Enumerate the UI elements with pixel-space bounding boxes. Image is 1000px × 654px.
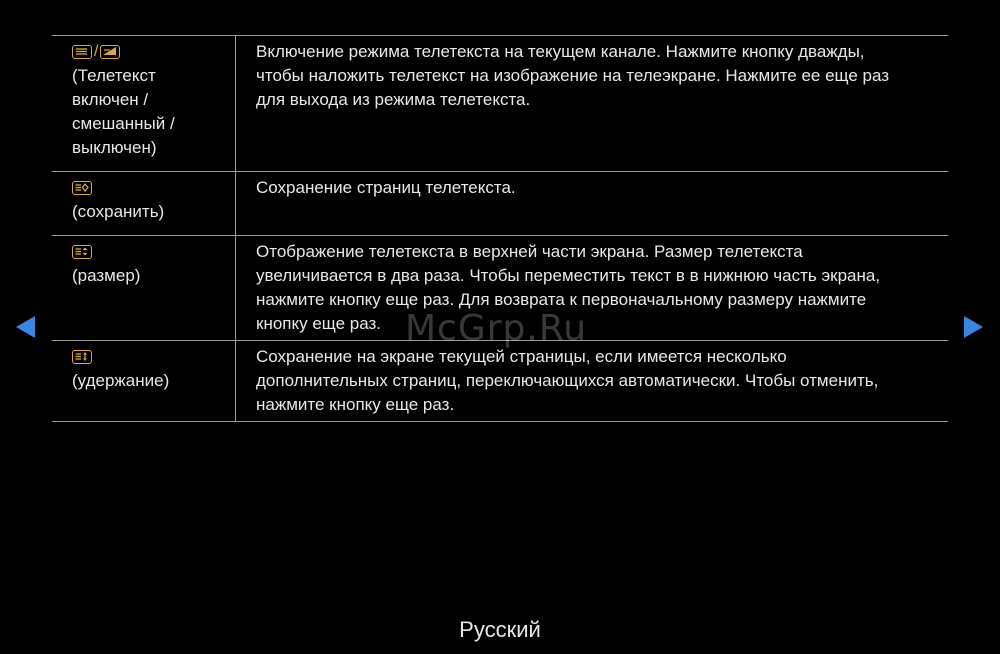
table-row — [52, 36, 948, 172]
table-row — [52, 172, 948, 236]
button-cell — [52, 341, 236, 421]
description-cell — [236, 236, 948, 340]
description-cell — [236, 172, 948, 235]
button-label-line: (удержание) — [72, 371, 170, 390]
icon-group — [72, 176, 235, 200]
button-label-line: (Телетекст — [72, 66, 156, 85]
icon-group — [72, 345, 235, 369]
next-page-arrow-icon[interactable] — [964, 316, 983, 338]
description-line: Сохранение страниц телетекста. — [256, 178, 516, 197]
teletext-toggle-icon — [100, 45, 120, 59]
language-footer: Русский — [459, 617, 541, 642]
button-label-line: включен / — [72, 90, 149, 109]
button-cell — [52, 172, 236, 235]
teletext-hold-icon — [72, 350, 92, 364]
icon-group — [72, 240, 235, 264]
description-line: дополнительных страниц, переключающихся автоматически. Чтобы отменить, — [256, 371, 879, 390]
teletext-table — [52, 35, 948, 422]
button-label-line: смешанный / — [72, 114, 175, 133]
description-line: Включение режима телетекста на текущем канале. Нажмите кнопку дважды, — [256, 42, 865, 61]
description-line: нажмите кнопку еще раз. — [256, 395, 455, 414]
teletext-store-icon — [72, 181, 92, 195]
description-line: Сохранение на экране текущей страницы, если имеется несколько — [256, 347, 787, 366]
table-row — [52, 341, 948, 422]
icon-separator: / — [94, 43, 99, 60]
watermark: McGrp.Ru — [405, 308, 588, 349]
button-label-line: (размер) — [72, 266, 141, 285]
teletext-mix-icon — [72, 45, 92, 59]
description-line: нажмите кнопку еще раз. Для возврата к первоначальному размеру нажмите — [256, 290, 867, 309]
description-line: кнопку еще раз. — [256, 314, 382, 333]
teletext-size-icon — [72, 245, 92, 259]
description-cell — [236, 341, 948, 421]
description-line: увеличивается в два раза. Чтобы переместить текст в в нижнюю часть экрана, — [256, 266, 881, 285]
button-label-line: (сохранить) — [72, 202, 165, 221]
button-cell — [52, 36, 236, 171]
description-cell — [236, 36, 948, 171]
description-line: Отображение телетекста в верхней части экрана. Размер телетекста — [256, 242, 803, 261]
button-cell — [52, 236, 236, 340]
previous-page-arrow-icon[interactable] — [16, 316, 35, 338]
button-label-line: выключен) — [72, 138, 157, 157]
description-line: для выхода из режима телетекста. — [256, 90, 531, 109]
description-line: чтобы наложить телетекст на изображение на телеэкране. Нажмите ее еще раз — [256, 66, 890, 85]
icon-group — [72, 40, 235, 64]
